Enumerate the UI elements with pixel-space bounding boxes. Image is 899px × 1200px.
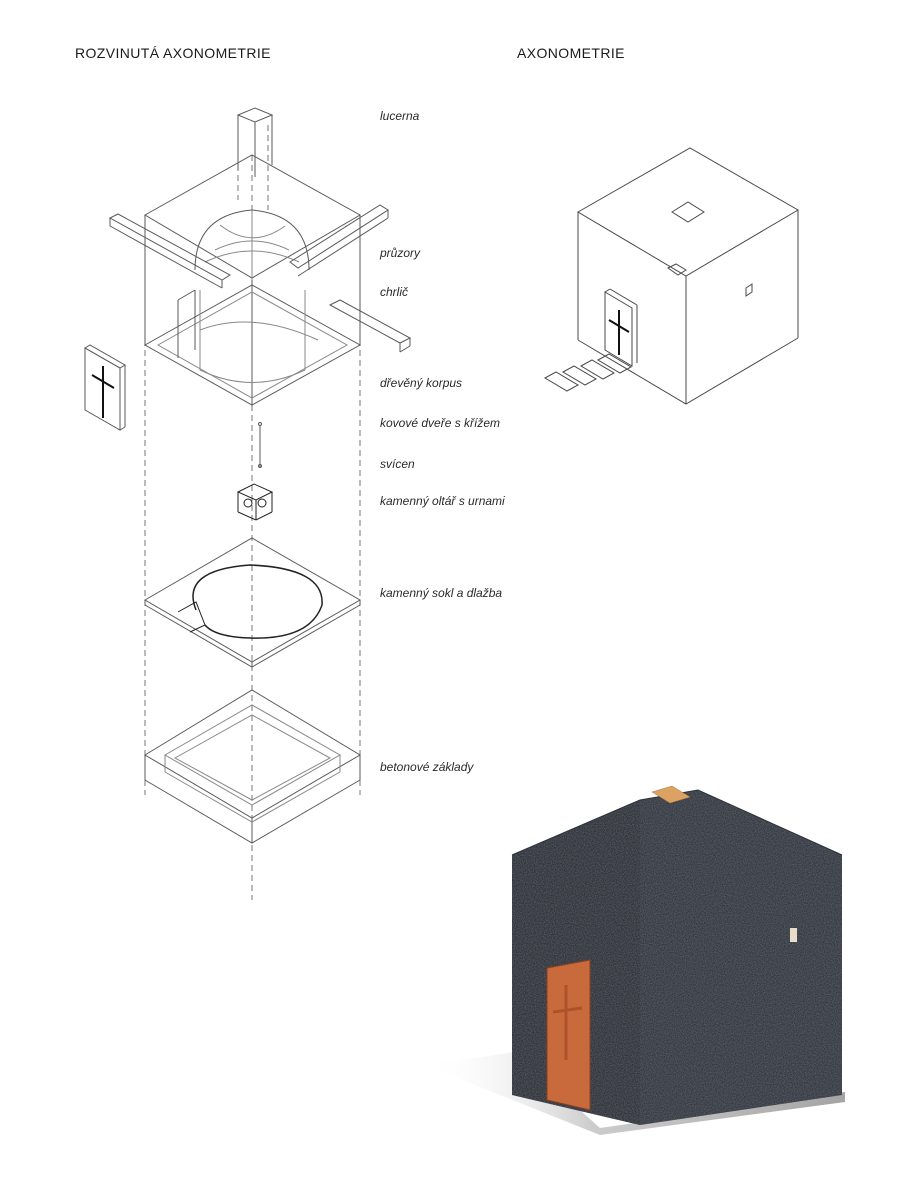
label-chrlic: chrlič [380,285,409,299]
label-lucerna: lucerna [380,109,420,123]
rust-door [547,960,590,1110]
label-oltar: kamenný oltář s urnami [380,494,505,508]
side-window-render [790,928,797,942]
label-pruzory: průzory [380,246,421,260]
label-dreveny-korpus: dřevěný korpus [380,376,463,390]
label-sokl: kamenný sokl a dlažba [380,586,503,600]
axonometry-heading: AXONOMETRIE [517,45,625,61]
label-zaklady: betonové základy [380,760,474,774]
exploded-axonometry-heading: ROZVINUTÁ AXONOMETRIE [75,45,271,61]
label-svicen: svícen [380,457,415,471]
label-kovove-dvere: kovové dveře s křížem [380,416,501,430]
